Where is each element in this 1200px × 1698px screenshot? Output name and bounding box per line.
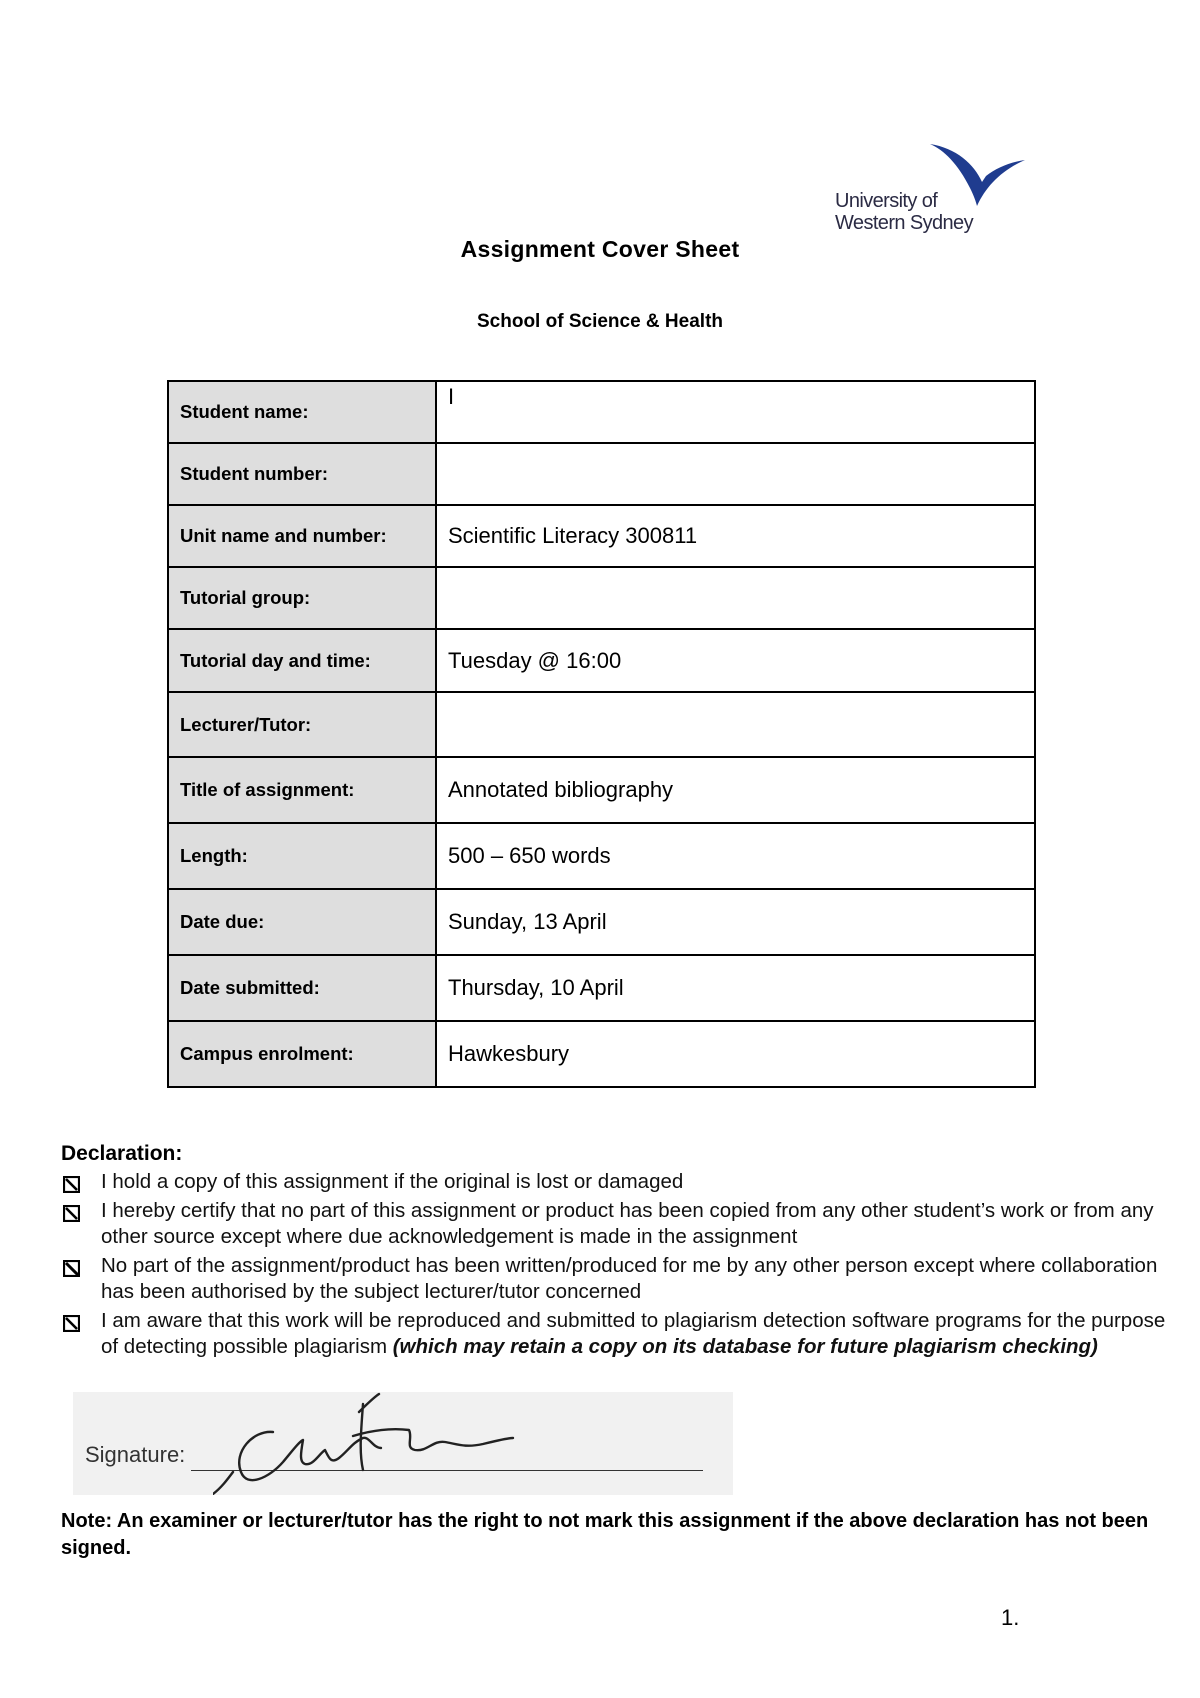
row-label-campus-enrolment: Campus enrolment:	[168, 1021, 436, 1087]
checked-box-icon	[63, 1315, 80, 1332]
table-row	[168, 567, 1035, 629]
university-logo	[835, 142, 1025, 237]
declaration-title: Declaration:	[61, 1142, 183, 1165]
table-row	[168, 505, 1035, 567]
row-label-length: Length:	[168, 823, 436, 889]
declaration-text: I hereby certify that no part of this assignment or product has been copied from any other student’s work or from any other source except where due acknowledgement is made in the assignment	[101, 1199, 1154, 1248]
row-label-unit-name-and-number: Unit name and number:	[168, 505, 436, 567]
campus-enrolment-value: Hawkesbury	[448, 1041, 570, 1066]
note-text: Note: An examiner or lecturer/tutor has the right to not mark this assignment if the above declaration has not been signed.	[61, 1510, 1149, 1559]
declaration-item	[61, 1308, 1181, 1360]
handwritten-signature-icon	[213, 1392, 593, 1495]
declaration-text: No part of the assignment/product has been written/produced for me by any other person except where collaboration has been authorised by the subject lecturer/tutor concerned	[101, 1254, 1158, 1303]
row-label-tutorial-day-and-time: Tutorial day and time:	[168, 629, 436, 692]
campus-enrolment-field[interactable]	[436, 1021, 1035, 1087]
declaration-item	[61, 1198, 1181, 1250]
checked-box-icon	[63, 1205, 80, 1222]
row-label-title-of-assignment: Title of assignment:	[168, 757, 436, 823]
table-row	[168, 1021, 1035, 1087]
logo-text-line2: Western Sydney	[835, 212, 973, 234]
row-label-date-due: Date due:	[168, 889, 436, 955]
signature-label: Signature:	[85, 1442, 186, 1467]
table-row	[168, 823, 1035, 889]
signature-block	[73, 1392, 733, 1495]
declaration-emphasis: (which may retain a copy on its database for future plagiarism checking)	[392, 1335, 1098, 1358]
table-row	[168, 692, 1035, 757]
checked-box-icon	[63, 1176, 80, 1193]
date-submitted-field[interactable]	[436, 955, 1035, 1021]
page-title: Assignment Cover Sheet	[460, 236, 740, 262]
unit-name-and-number-value: Scientific Literacy 300811	[448, 523, 698, 548]
declaration-section	[61, 1142, 1181, 1363]
tutorial-day-and-time-field[interactable]	[436, 629, 1035, 692]
table-row	[168, 443, 1035, 505]
page-number: 1.	[1001, 1605, 1020, 1630]
table-row	[168, 629, 1035, 692]
declaration-text: I am aware that this work will be reproduced and submitted to plagiarism detection software programs for the purpose of detecting possible plagiarism	[101, 1309, 1166, 1358]
assignment-details-table	[167, 380, 1036, 1088]
title-of-assignment-field[interactable]	[436, 757, 1035, 823]
date-due-value: Sunday, 13 April	[448, 909, 607, 934]
student-name-value: I	[448, 384, 455, 409]
lecturer-tutor-field[interactable]	[436, 692, 1035, 757]
tutorial-group-field[interactable]	[436, 567, 1035, 629]
row-label-student-name: Student name:	[168, 381, 436, 443]
student-name-field[interactable]	[436, 381, 1035, 443]
logo-text-line1: University of	[835, 190, 938, 212]
declaration-checkbox[interactable]	[63, 1203, 80, 1220]
table-row	[168, 889, 1035, 955]
table-row	[168, 757, 1035, 823]
declaration-checkbox[interactable]	[63, 1174, 80, 1191]
table-row	[168, 955, 1035, 1021]
title-of-assignment-value: Annotated bibliography	[448, 777, 674, 802]
length-value: 500 – 650 words	[448, 843, 611, 868]
declaration-checkbox[interactable]	[63, 1258, 80, 1275]
length-field[interactable]	[436, 823, 1035, 889]
tutorial-day-and-time-value: Tuesday @ 16:00	[448, 647, 622, 673]
school-name: School of Science & Health	[477, 311, 723, 332]
declaration-checkbox[interactable]	[63, 1313, 80, 1330]
row-label-tutorial-group: Tutorial group:	[168, 567, 436, 629]
declaration-item	[61, 1253, 1181, 1305]
declaration-text: I hold a copy of this assignment if the original is lost or damaged	[101, 1170, 684, 1193]
table-row	[168, 381, 1035, 443]
date-due-field[interactable]	[436, 889, 1035, 955]
row-label-date-submitted: Date submitted:	[168, 955, 436, 1021]
row-label-student-number: Student number:	[168, 443, 436, 505]
declaration-item	[61, 1169, 1181, 1195]
row-label-lecturer-tutor: Lecturer/Tutor:	[168, 692, 436, 757]
unit-name-and-number-field[interactable]	[436, 505, 1035, 567]
student-number-field[interactable]	[436, 443, 1035, 505]
checked-box-icon	[63, 1260, 80, 1277]
date-submitted-value: Thursday, 10 April	[448, 975, 624, 1000]
bird-logo-icon	[930, 142, 1025, 212]
